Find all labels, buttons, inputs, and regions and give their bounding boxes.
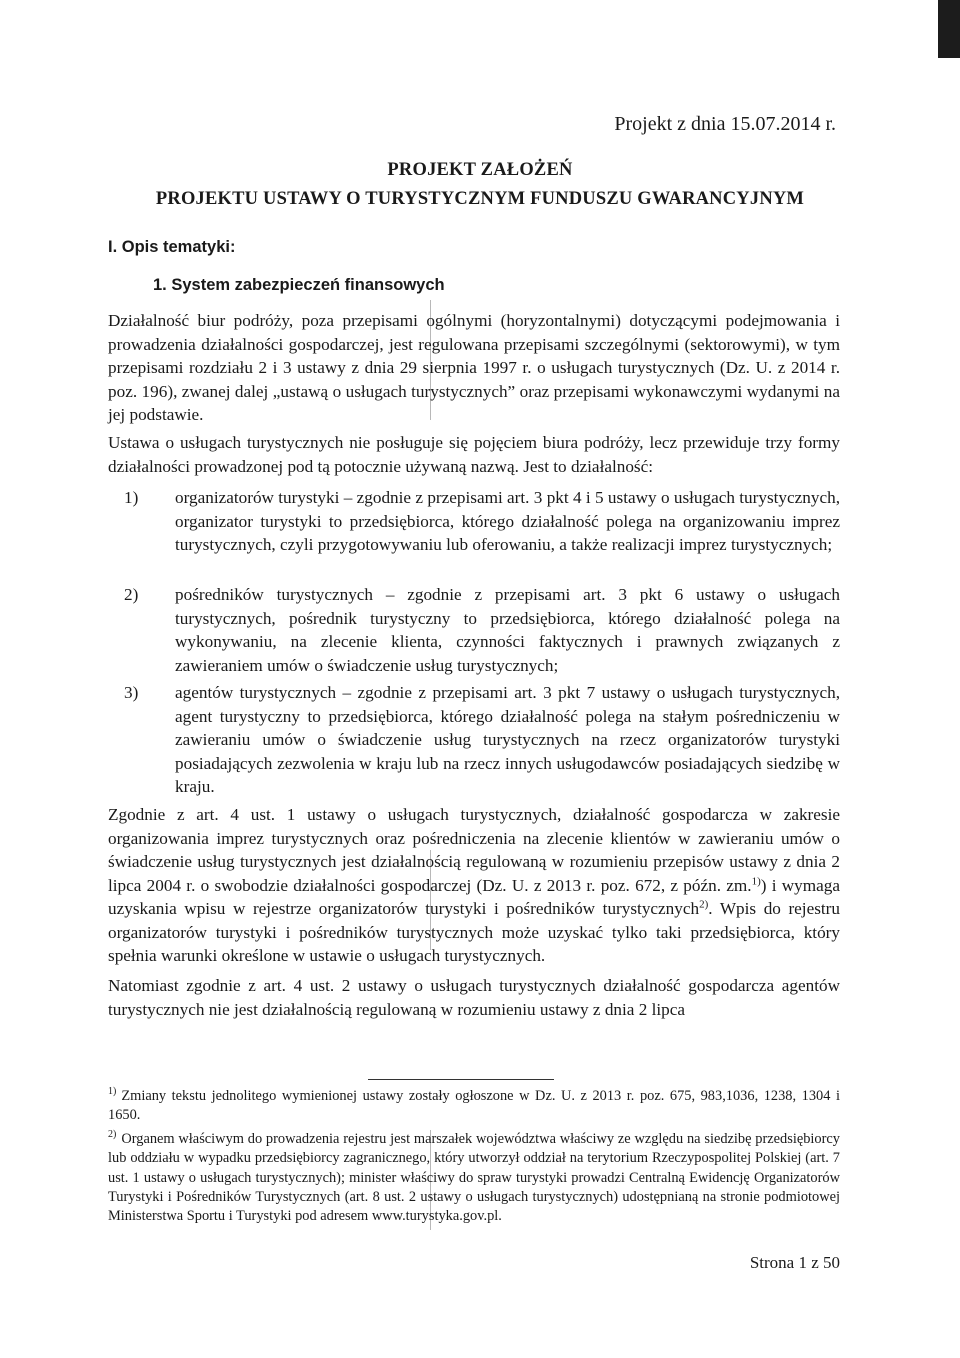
paragraph-3	[108, 803, 840, 968]
section-heading: I. Opis tematyki:	[108, 238, 236, 256]
footnote-ref-1[interactable]: 1)	[751, 874, 761, 887]
footnote-2	[108, 1130, 840, 1226]
scan-corner-mark	[938, 0, 960, 58]
list-item-group	[108, 486, 840, 557]
list-item	[108, 681, 840, 799]
paragraph-3-text: Zgodnie z art. 4 ust. 1 ustawy o usługach turystycznych, działalność gospodarcza w zakresie organizowania imprez turystycznych oraz pośredniczenia na zlecenie klientów w zawieraniu umów o świadczenie usług turystycznych jest działalnością regulowaną w rozumieniu przepisów ustawy z dnia 2 lipca 2004 r. o swobodzie działalności gospodarczej (Dz. U. z 2013 r. poz. 672, z późn. zm.	[108, 805, 840, 895]
list-item-text: organizatorów turystyki – zgodnie z przepisami art. 3 pkt 4 i 5 ustawy o usługach turystycznych, organizator turystyki to przedsiębiorca, którego działalność polega na organizowaniu imprez turystycznych, czyli przygotowywaniu lub oferowaniu, a także realizacji imprez turystycznych;	[175, 488, 840, 554]
document-subtitle: PROJEKTU USTAWY O TURYSTYCZNYM FUNDUSZU GWARANCYJNYM	[155, 189, 805, 209]
paragraph-2: Ustawa o usługach turystycznych nie posługuje się pojęciem biura podróży, lecz przewiduje trzy formy działalności prowadzonej pod tą potocznie używaną nazwą. Jest to działalność:	[108, 433, 840, 476]
list-item	[108, 583, 840, 677]
footnote-text: Organem właściwym do prowadzenia rejestru jest marszałek województwa właściwy ze względu na siedzibę przedsiębiorcy lub oddziału w wypadku przedsiębiorcy zagranicznego, który utworzył oddział na terytorium Rzeczypospolitej Polskiej (art. 7 ust. 1 ustawy o usługach turystycznych); minister właściwy do spraw turystyki prowadzi Centralną Ewidencję Organizatorów Turystyki i Pośredników Turystycznych (art. 8 ust. 2 ustawy o usługach turystycznych) udostępnianą na stronie podmiotowej Ministerstwa Sportu i Turystyki pod adresem www.turystyka.gov.pl.	[108, 1131, 840, 1225]
footnote-separator	[368, 1079, 554, 1080]
list-item-number: 3)	[124, 683, 139, 702]
footnote-text: Zmiany tekstu jednolitego wymienionej ustawy zostały ogłoszone w Dz. U. z 2013 r. poz. 675, 983,1036, 1238, 1304 i 1650.	[108, 1088, 840, 1124]
project-date: Projekt z dnia 15.07.2014 r.	[614, 113, 836, 135]
footnote-mark: 1)	[108, 1086, 117, 1098]
paragraph-4: Natomiast zgodnie z art. 4 ust. 2 ustawy o usługach turystycznych działalność gospodarcza agentów turystycznych nie jest działalnością regulowaną w rozumieniu ustawy z dnia 2 lipca	[108, 976, 840, 1019]
footnote-1	[108, 1087, 840, 1126]
paragraph-3-text: . Wpis do rejestru organizatorów turystyki i pośredników turystycznych może uzyskać tylko taki przedsiębiorca, który spełnia warunki określone w ustawie o usługach turystycznych.	[108, 899, 840, 965]
document-title: PROJEKT ZAŁOŻEŃ	[387, 160, 573, 180]
footnote-mark: 2)	[108, 1129, 117, 1141]
list-item-number: 1)	[124, 488, 139, 507]
list-item-number: 2)	[124, 585, 139, 604]
list-item-group	[108, 583, 840, 677]
list-item	[108, 486, 840, 557]
list-item-text: pośredników turystycznych – zgodnie z przepisami art. 3 pkt 6 ustawy o usługach turystycznych, pośrednik turystyczny to przedsiębiorca, którego działalność polega na wykonywaniu, na zlecenie klienta, czynności faktycznych i prawnych związanych z zawieraniem umów o świadczenie usług turystycznych;	[175, 585, 840, 675]
subsection-heading: 1. System zabezpieczeń finansowych	[153, 276, 445, 294]
footnote-ref-2[interactable]: 2)	[699, 898, 709, 911]
list-item-text: agentów turystycznych – zgodnie z przepisami art. 3 pkt 7 ustawy o usługach turystycznych, agent turystyczny to przedsiębiorca, którego działalność polega na stałym pośredniczeniu w zawieraniu umów o świadczenie usług turystycznych na rzecz organizatorów turystyki posiadających zezwolenia w kraju lub na rzecz innych usługodawców posiadających siedzibę w kraju.	[175, 683, 840, 796]
page-number: Strona 1 z 50	[749, 1253, 840, 1272]
paragraph-1: Działalność biur podróży, poza przepisami ogólnymi (horyzontalnymi) dotyczącymi podejmowania i prowadzenia działalności gospodarczej, jest regulowana przepisami szczególnymi (sektorowymi), w tym przepisami rozdziału 2 i 3 ustawy z dnia 29 sierpnia 1997 r. o usługach turystycznych (Dz. U. z 2014 r. poz. 196), zwanej dalej „ustawą o usługach turystycznych” oraz przepisami wykonawczymi wydanymi na jej podstawie.	[108, 311, 840, 424]
paragraph-3-text: ) i wymaga uzyskania wpisu w rejestrze organizatorów turystyki i pośredników turystycznych	[108, 875, 840, 918]
list-item-group	[108, 681, 840, 799]
